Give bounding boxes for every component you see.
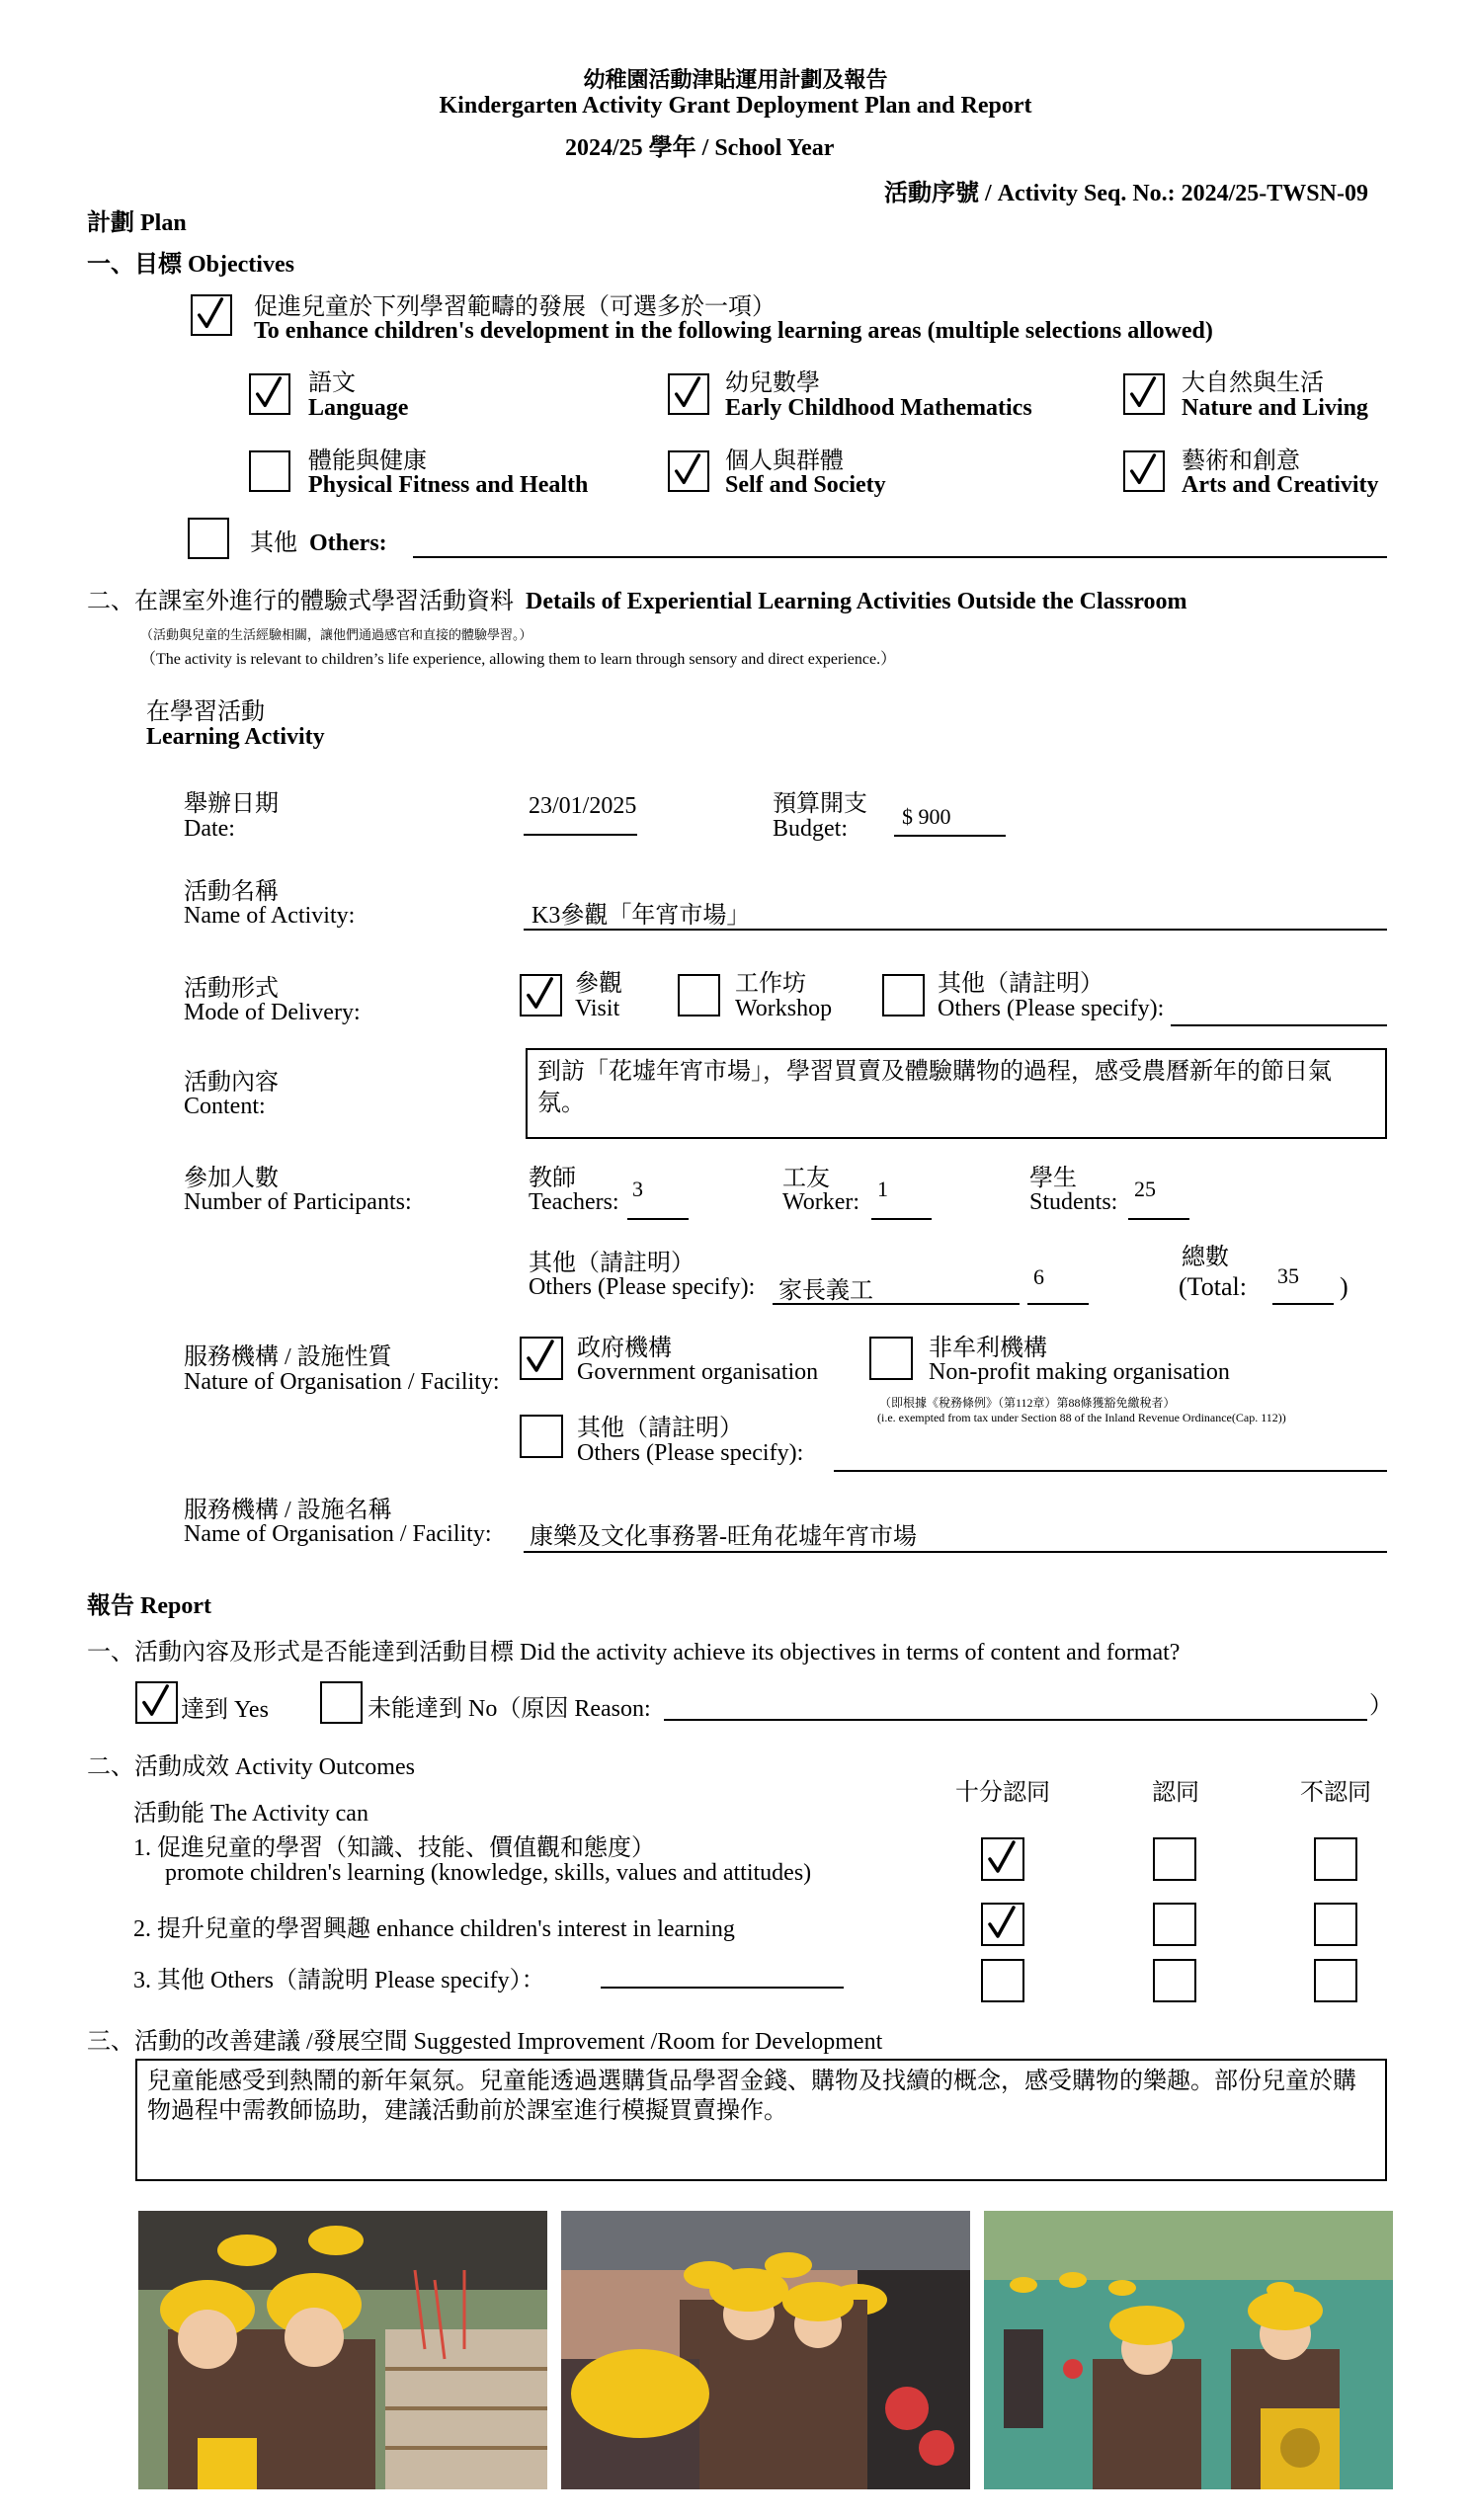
- org-other-line[interactable]: [834, 1470, 1387, 1472]
- others-participants-value[interactable]: 6: [1033, 1264, 1044, 1289]
- form-title-en: Kindergarten Activity Grant Deployment Plan and Report: [439, 93, 1032, 119]
- area-label-en: Self and Society: [725, 472, 886, 498]
- date-underline: [524, 834, 637, 836]
- improvement-heading: 三、活動的改善建議 /發展空間 Suggested Improvement /Room for Development: [87, 2029, 883, 2055]
- activity-photo-3: [984, 2211, 1393, 2489]
- area-label-zh: 體能與健康: [308, 448, 427, 474]
- activity-photo-1: [138, 2211, 547, 2489]
- others-zh: 其他: [250, 530, 297, 556]
- mode-workshop-zh: 工作坊: [735, 971, 806, 997]
- no-label: 未能達到 No（原因 Reason:: [368, 1696, 651, 1722]
- mode-others-zh: 其他（請註明）: [938, 971, 1103, 997]
- area-checkbox-language[interactable]: [249, 373, 290, 415]
- date-label-en: Date:: [184, 816, 235, 842]
- org-name-label-en: Name of Organisation / Facility:: [184, 1521, 492, 1547]
- org-name-underline: [524, 1551, 1387, 1553]
- worker-label-en: Worker:: [782, 1189, 860, 1215]
- check-mark-icon: [522, 1339, 561, 1378]
- students-value[interactable]: 25: [1134, 1177, 1156, 1201]
- outcome-3-line1: 3. 其他 Others（請說明 Please specify）：: [133, 1968, 545, 1993]
- participants-label-zh: 參加人數: [184, 1166, 279, 1191]
- content-label-en: Content:: [184, 1094, 266, 1119]
- org-gov-label-en: Government organisation: [577, 1359, 819, 1385]
- check-mark-icon: [1125, 452, 1163, 490]
- outcome-1-disagree-checkbox[interactable]: [1314, 1837, 1357, 1881]
- area-label-zh: 語文: [308, 370, 356, 396]
- check-mark-icon: [983, 1839, 1022, 1879]
- others-participants-label-en: Others (Please specify):: [529, 1274, 756, 1300]
- area-checkbox-arts[interactable]: [1123, 450, 1165, 492]
- enhance-label-en: To enhance children's development in the following learning areas (multiple selections allowed): [254, 318, 1213, 344]
- mode-checkbox-others[interactable]: [882, 974, 925, 1016]
- others-participants-underline: [1027, 1303, 1089, 1305]
- area-checkbox-self-society[interactable]: [668, 450, 709, 492]
- area-label-zh: 幼兒數學: [725, 370, 820, 396]
- org-gov-checkbox[interactable]: [520, 1337, 563, 1380]
- area-label-en: Early Childhood Mathematics: [725, 395, 1032, 421]
- total-label-zh: 總數: [1182, 1245, 1229, 1270]
- worker-underline: [871, 1218, 932, 1220]
- org-nature-label-zh: 服務機構 / 設施性質: [184, 1344, 392, 1370]
- activity-can-label: 活動能 The Activity can: [133, 1801, 368, 1827]
- teachers-underline: [627, 1218, 689, 1220]
- outcome-3-agree-checkbox[interactable]: [1153, 1959, 1196, 2002]
- plan-heading: 計劃 Plan: [87, 210, 187, 236]
- org-npo-label-zh: 非牟利機構: [929, 1336, 1047, 1361]
- school-year: 2024/25 學年 / School Year: [565, 135, 835, 161]
- students-label-zh: 學生: [1029, 1166, 1077, 1191]
- outcome-1-agree-checkbox[interactable]: [1153, 1837, 1196, 1881]
- report-heading: 報告 Report: [87, 1593, 211, 1619]
- col-agree: 認同: [1152, 1780, 1199, 1806]
- details-heading-zh: 二、在課室外進行的體驗式學習活動資料: [87, 589, 514, 614]
- date-value[interactable]: 23/01/2025: [529, 793, 637, 819]
- objectives-heading-text: 一、目標 Objectives: [87, 252, 294, 278]
- outcome-3-specify-line[interactable]: [601, 1987, 844, 1989]
- others-participants-type-underline: [773, 1303, 1020, 1305]
- org-other-checkbox[interactable]: [520, 1415, 563, 1458]
- check-mark-icon: [670, 452, 707, 490]
- check-mark-icon: [983, 1905, 1022, 1944]
- org-npo-note-en: (i.e. exempted from tax under Section 88 of the Inland Revenue Ordinance(Cap. 112)): [877, 1411, 1286, 1424]
- teachers-label-en: Teachers:: [529, 1189, 619, 1215]
- students-label-en: Students:: [1029, 1189, 1118, 1215]
- others-objective-checkbox[interactable]: [188, 518, 229, 559]
- check-mark-icon: [137, 1683, 176, 1722]
- area-checkbox-nature[interactable]: [1123, 373, 1165, 415]
- details-note-en: （The activity is relevant to children’s life experience, allowing them to learn through sensory and direct experience.）: [140, 651, 897, 668]
- content-textbox[interactable]: 到訪「花墟年宵市場」，學習買賣及體驗購物的過程，感受農曆新年的節日氣氛。: [526, 1048, 1387, 1139]
- mode-others-en: Others (Please specify):: [938, 996, 1165, 1021]
- org-npo-note-zh: （即根據《稅務條例》（第112章）第88條獲豁免繳稅者）: [879, 1396, 1176, 1410]
- org-name-label-zh: 服務機構 / 設施名稱: [184, 1498, 392, 1523]
- area-label-zh: 個人與群體: [725, 448, 844, 474]
- check-mark-icon: [670, 375, 707, 413]
- yes-label: 達到 Yes: [181, 1697, 269, 1723]
- mode-visit-en: Visit: [575, 996, 620, 1021]
- mode-visit-zh: 參觀: [575, 971, 622, 997]
- check-mark-icon: [1125, 375, 1163, 413]
- total-label-en: (Total:: [1179, 1272, 1247, 1301]
- teachers-value[interactable]: 3: [632, 1177, 643, 1201]
- org-npo-checkbox[interactable]: [869, 1337, 913, 1380]
- activity-seq-no: 活動序號 / Activity Seq. No.: 2024/25-TWSN-09: [884, 181, 1368, 206]
- worker-label-zh: 工友: [782, 1166, 830, 1191]
- yes-checkbox[interactable]: [135, 1681, 178, 1724]
- activity-photo-2: [561, 2211, 970, 2489]
- area-label-zh: 大自然與生活: [1182, 370, 1324, 396]
- participants-label-en: Number of Participants:: [184, 1189, 412, 1215]
- mode-label-zh: 活動形式: [184, 976, 279, 1002]
- area-label-en: Arts and Creativity: [1182, 472, 1379, 498]
- mode-checkbox-workshop[interactable]: [678, 974, 720, 1016]
- org-other-label-zh: 其他（請註明）: [577, 1416, 743, 1441]
- mode-checkbox-visit[interactable]: [520, 974, 562, 1016]
- outcome-2-agree-checkbox[interactable]: [1153, 1903, 1196, 1946]
- check-mark-icon: [193, 296, 230, 334]
- outcome-2-disagree-checkbox[interactable]: [1314, 1903, 1357, 1946]
- no-reason-line[interactable]: [664, 1719, 1367, 1721]
- activity-name-label-en: Name of Activity:: [184, 903, 356, 929]
- enhance-label-zh: 促進兒童於下列學習範疇的發展（可選多於一項）: [254, 294, 776, 320]
- outcomes-heading: 二、活動成效 Activity Outcomes: [87, 1754, 415, 1780]
- area-label-en: Nature and Living: [1182, 395, 1368, 421]
- budget-value[interactable]: $ 900: [902, 804, 951, 829]
- total-close-paren: ): [1340, 1272, 1348, 1301]
- outcome-1-line2: promote children's learning (knowledge, skills, values and attitudes): [165, 1860, 812, 1886]
- outcome-2-strongly-agree-checkbox[interactable]: [981, 1903, 1024, 1946]
- area-checkbox-physical[interactable]: [249, 450, 290, 492]
- org-npo-label-en: Non-profit making organisation: [929, 1359, 1230, 1385]
- others-objective-line[interactable]: [413, 556, 1387, 558]
- area-label-en: Physical Fitness and Health: [308, 472, 589, 498]
- check-mark-icon: [251, 375, 288, 413]
- report-q1: 一、活動內容及形式是否能達到活動目標 Did the activity achieve its objectives in terms of content and format?: [87, 1640, 1181, 1666]
- total-value[interactable]: 35: [1277, 1263, 1299, 1288]
- org-nature-label-en: Nature of Organisation / Facility:: [184, 1369, 500, 1395]
- total-underline: [1272, 1303, 1334, 1305]
- improvement-textbox[interactable]: 兒童能感受到熱鬧的新年氣氛。兒童能透過選購貨品學習金錢、購物及找續的概念，感受購物的樂趣。部份兒童於購物過程中需教師協助，建議活動前於課室進行模擬買賣操作。: [135, 2059, 1387, 2181]
- details-heading: [87, 581, 1187, 615]
- area-checkbox-mathematics[interactable]: [668, 373, 709, 415]
- date-label-zh: 舉辦日期: [184, 791, 279, 817]
- others-objective-label: [250, 523, 387, 557]
- check-mark-icon: [522, 976, 560, 1015]
- col-disagree: 不認同: [1300, 1780, 1371, 1806]
- learning-activity-en: Learning Activity: [146, 724, 325, 750]
- content-label-zh: 活動內容: [184, 1070, 279, 1096]
- outcome-1-strongly-agree-checkbox[interactable]: [981, 1837, 1024, 1881]
- mode-workshop-en: Workshop: [735, 996, 833, 1021]
- outcome-3-strongly-agree-checkbox[interactable]: [981, 1959, 1024, 2002]
- activity-name-label-zh: 活動名稱: [184, 879, 279, 905]
- form-title-zh: 幼稚園活動津貼運用計劃及報告: [583, 67, 888, 92]
- area-label-zh: 藝術和創意: [1182, 448, 1300, 474]
- outcome-1-line1: 1. 促進兒童的學習（知識、技能、價值觀和態度）: [133, 1835, 655, 1861]
- org-name-value[interactable]: 康樂及文化事務署-旺角花墟年宵市場: [530, 1524, 917, 1550]
- activity-name-underline: [524, 929, 1387, 931]
- teachers-label-zh: 教師: [529, 1166, 576, 1191]
- outcome-2-line1: 2. 提升兒童的學習興趣 enhance children's interest in learning: [133, 1916, 735, 1942]
- outcome-3-disagree-checkbox[interactable]: [1314, 1959, 1357, 2002]
- details-note-zh: （活動與兒童的生活經驗相關，讓他們通過感官和直接的體驗學習。）: [140, 627, 532, 642]
- mode-label-en: Mode of Delivery:: [184, 1000, 361, 1025]
- no-close-paren: ）: [1369, 1693, 1393, 1719]
- mode-others-line[interactable]: [1171, 1024, 1387, 1026]
- budget-label-en: Budget:: [773, 816, 848, 842]
- students-underline: [1128, 1218, 1189, 1220]
- budget-label-zh: 預算開支: [773, 791, 867, 817]
- org-gov-label-zh: 政府機構: [577, 1336, 672, 1361]
- details-heading-en: Details of Experiential Learning Activities Outside the Classroom: [526, 589, 1187, 614]
- activity-name-value[interactable]: K3參觀「年宵市場」: [531, 903, 751, 929]
- area-label-en: Language: [308, 395, 409, 421]
- enhance-checkbox[interactable]: [191, 294, 232, 336]
- objectives-heading: [87, 244, 294, 279]
- others-participants-label-zh: 其他（請註明）: [529, 1251, 695, 1276]
- col-strongly-agree: 十分認同: [955, 1780, 1050, 1806]
- others-participants-type[interactable]: 家長義工: [778, 1278, 873, 1304]
- others-en: Others:: [309, 530, 387, 556]
- budget-underline: [894, 835, 1006, 837]
- no-checkbox[interactable]: [320, 1681, 363, 1724]
- worker-value[interactable]: 1: [877, 1177, 888, 1201]
- org-other-label-en: Others (Please specify):: [577, 1440, 804, 1466]
- learning-activity-zh: 在學習活動: [146, 699, 265, 725]
